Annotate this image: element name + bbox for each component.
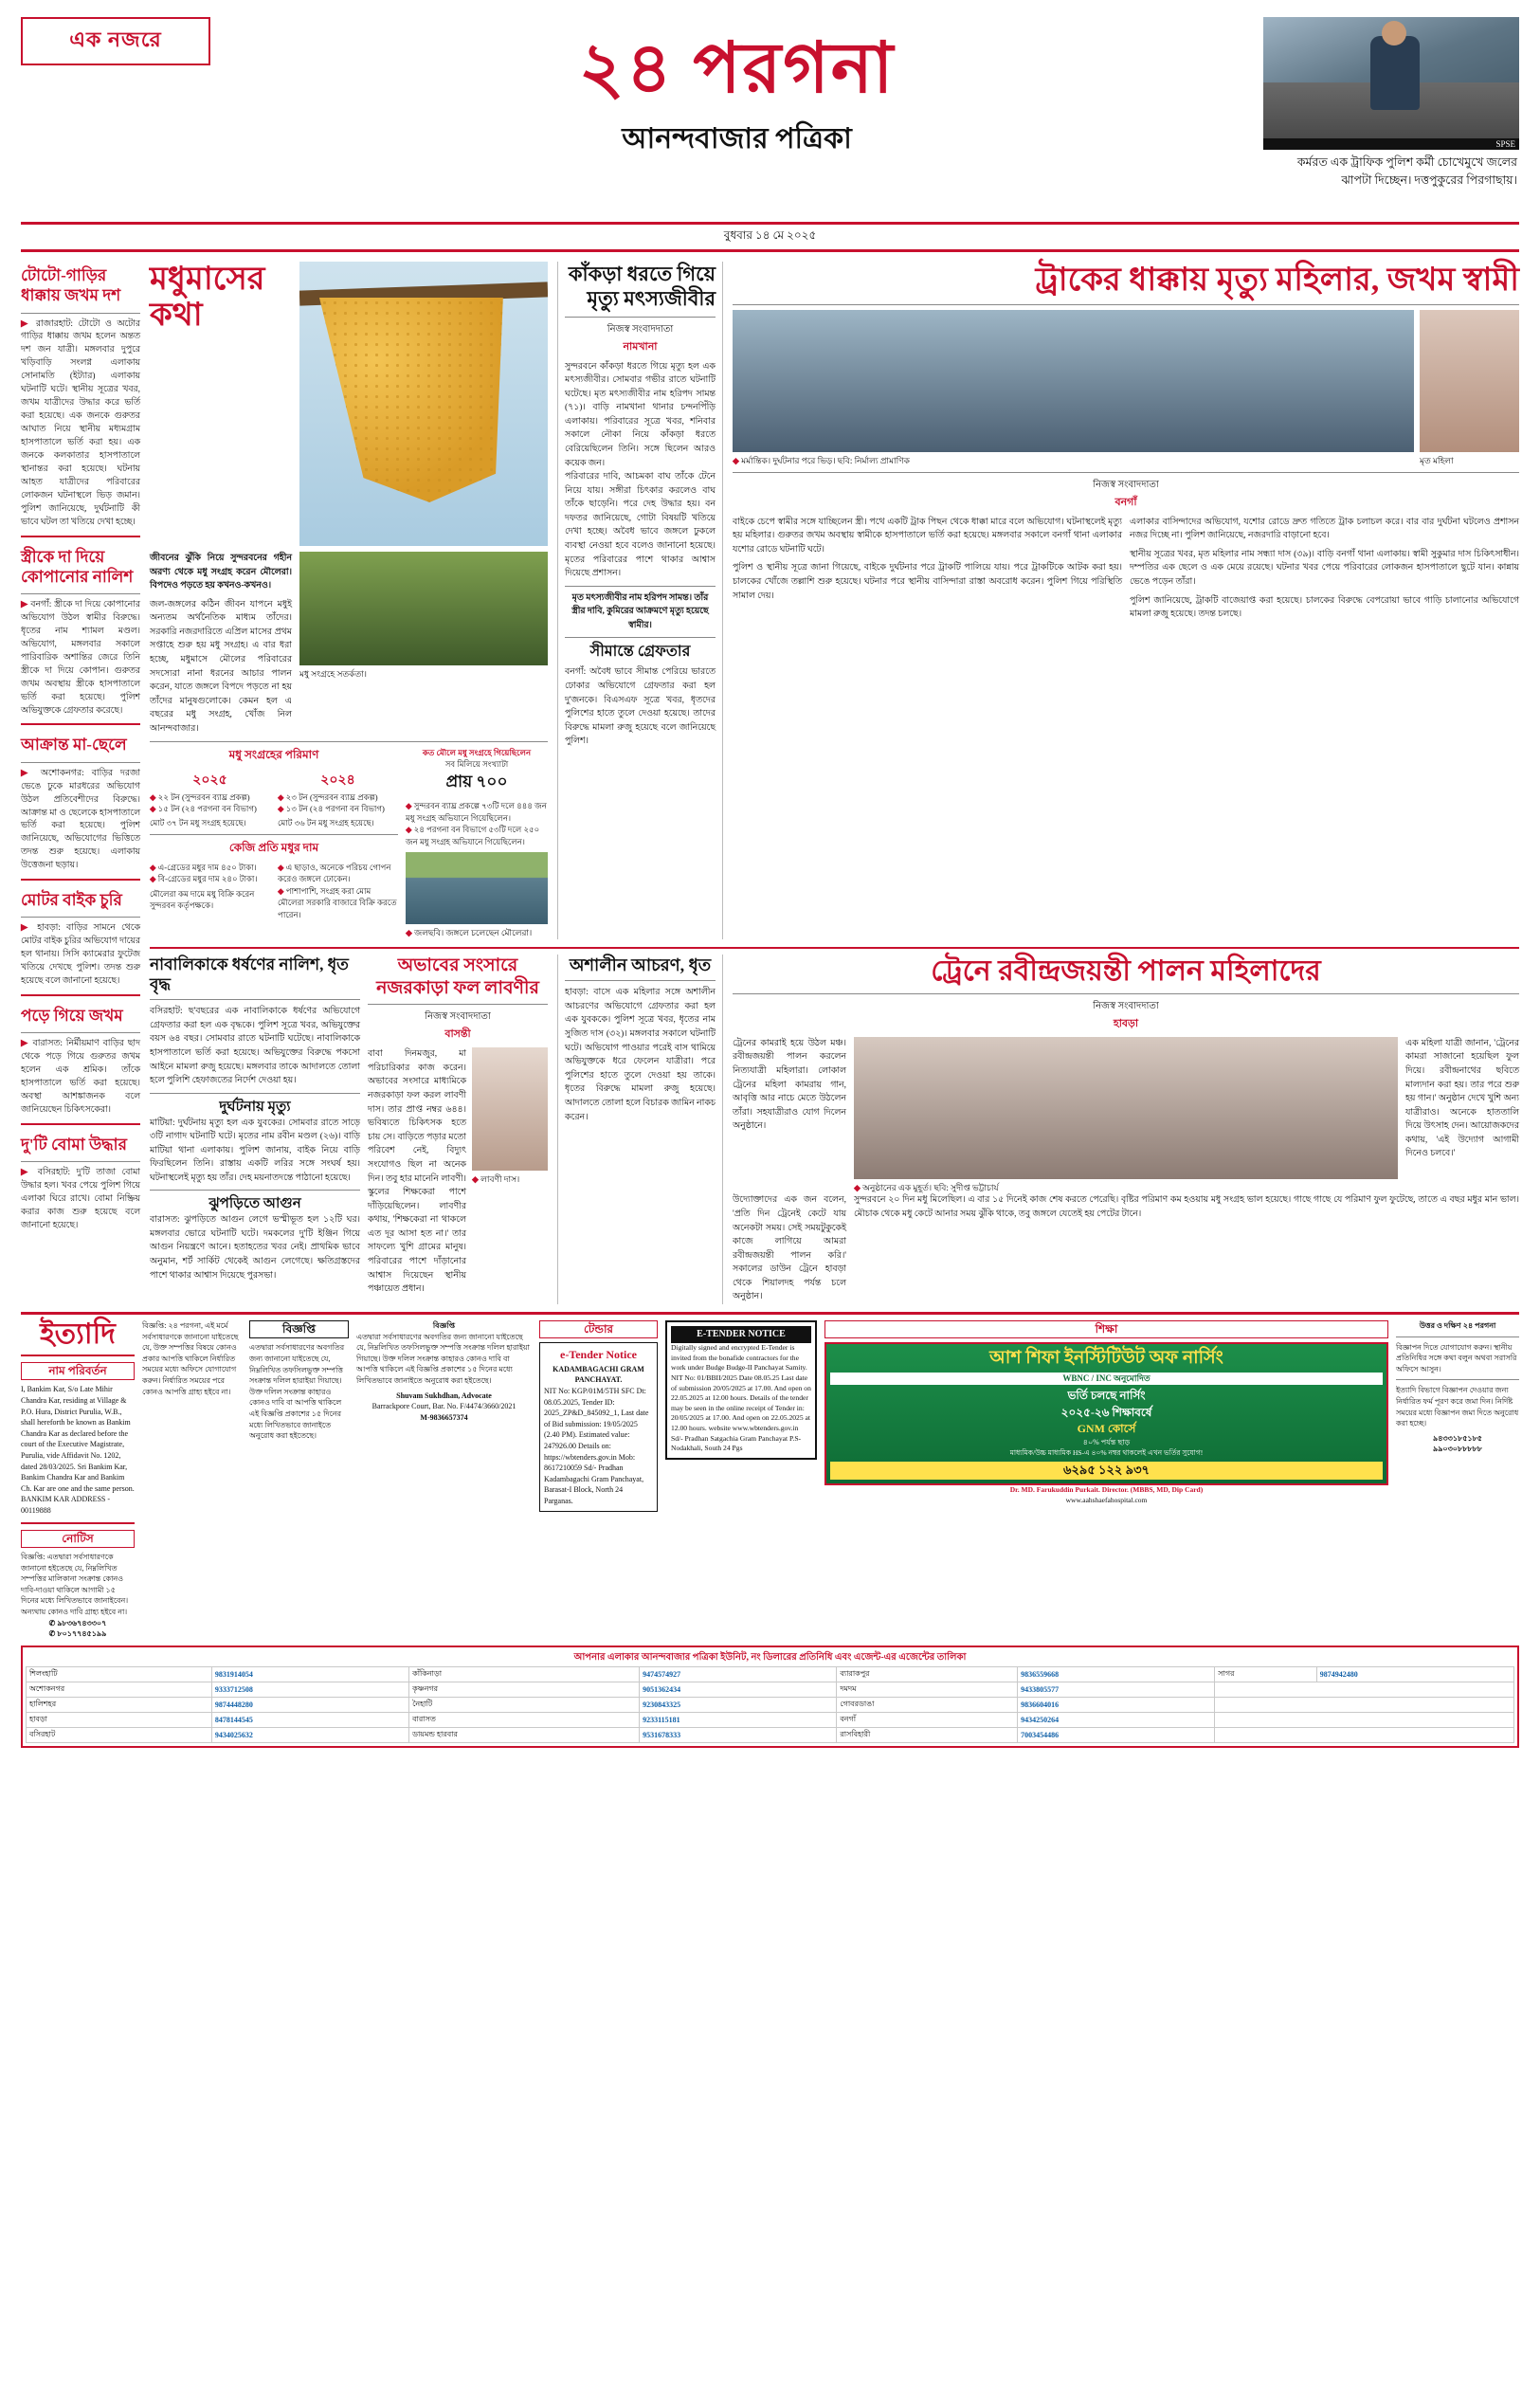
honey-note-sub: সব মিলিয়ে সংখ্যাটা xyxy=(444,758,509,769)
right-ad-sub: ইত্যাদি বিভাগে বিজ্ঞাপন দেওয়ার জন্য নির্ধারিত ফর্ম পূরণ করে জমা দিন। নির্দিষ্ট সময়ের মধ্যে বিজ্ঞাপন জমা দিতে অনুরোধ করা হচ্ছে। xyxy=(1396,1386,1519,1428)
stat-item: ১৩ টন (২৪ পরগনা বন বিভাগ) xyxy=(285,803,385,813)
lead-bullet: পাশাপাশি, সংগ্রহ করা মোম মৌলেরা সরকারি বাজারে বিক্রি করতে পারেন। xyxy=(278,885,397,919)
legal-notice-head: বিজ্ঞপ্তি xyxy=(432,1321,456,1331)
ad-nursing xyxy=(824,1320,1388,1640)
nursing-line2: ২০২৫-২৬ শিক্ষাবর্ষে xyxy=(1060,1405,1152,1419)
rail-title: স্ত্রীকে দা দিয়ে কোপানোর নালিশ xyxy=(21,547,134,586)
left-rail xyxy=(21,262,140,1304)
price-item: বি-গ্রেডের মধুর দাম ২৪০ টাকা। xyxy=(157,874,258,884)
masthead-left xyxy=(21,17,210,65)
paper-subtitle: আনন্দবাজার পত্রিকা xyxy=(622,123,852,155)
slum-fire-headline: ঝুপড়িতে আগুন xyxy=(208,1196,301,1212)
ad-legal-notice xyxy=(356,1320,532,1640)
area-name: ডায়মন্ড হারবার xyxy=(409,1727,640,1742)
honeycomb-photo xyxy=(299,262,548,546)
price-item: মৌলেরা কম দামে মধু বিক্রি করেন সুন্দরবন কর্তৃপক্ষকে। xyxy=(150,888,255,911)
phone-table xyxy=(26,1666,1514,1743)
mid-region xyxy=(150,955,1519,1304)
crab-story xyxy=(557,262,723,939)
misbehaviour-headline: অশালীন আচরণ, ধৃত xyxy=(569,955,712,974)
honey-note-big: প্রায় ৭০০ xyxy=(445,773,508,791)
border-arrest-headline: সীমান্তে গ্রেফতার xyxy=(589,644,691,661)
train-body-2: উদ্যোক্তাদের এক জন বলেন, 'প্রতি দিন ট্রেনেই কেটে যায় অনেকটা সময়। সেই সময়টুকুকেই কাজে লাগিয়ে আমরা রবীন্দ্রজয়ন্তী পালন করি।' সকালের ডাউন ট্রেনে হাবড়া থেকে শিয়ালদহ পর্যন্ত চলে অনুষ্ঠান। xyxy=(733,1195,846,1302)
paper-title: ২৪ পরগনা xyxy=(578,30,896,108)
area-name: নৈহাটি xyxy=(409,1697,640,1712)
crab-headline: কাঁকড়া ধরতে গিয়ে মৃত্যু মৎস্যজীবীর xyxy=(568,263,716,311)
rail-item xyxy=(21,1131,140,1233)
train-byline: নিজস্ব সংবাদদাতা xyxy=(1093,1000,1159,1011)
content-grid xyxy=(21,262,1519,1304)
rape-headline: নাবালিকাকে ধর্ষণের নালিশ, ধৃত বৃদ্ধ xyxy=(150,955,349,994)
phone-number[interactable]: 9233115181 xyxy=(640,1712,837,1727)
rail-title: দু'টি বোমা উদ্ধার xyxy=(21,1136,127,1154)
phone-number[interactable]: 9531678333 xyxy=(640,1727,837,1742)
tender-title: e-Tender Notice xyxy=(560,1348,637,1362)
phone-number[interactable]: 9474574927 xyxy=(640,1666,837,1682)
lead-photo-caption-2: মধু সংগ্রহে সতর্কতা। xyxy=(299,669,368,679)
phone-number[interactable]: 9874942480 xyxy=(1316,1666,1513,1682)
area-name: গোবরডাঙা xyxy=(837,1697,1018,1712)
phone-number[interactable]: 9836604016 xyxy=(1018,1697,1215,1712)
phone-number[interactable]: 9051362434 xyxy=(640,1682,837,1697)
price-item: এ-গ্রেডের মধুর দাম ৪৫০ টাকা। xyxy=(157,862,257,872)
area-name: হালিশহর xyxy=(27,1697,212,1712)
masthead-right xyxy=(1263,17,1519,190)
classified-section xyxy=(21,1312,1519,1640)
area-name: শিলংহাটি xyxy=(27,1666,212,1682)
area-name: দমদম xyxy=(837,1682,1018,1697)
honey-collector-photo xyxy=(299,552,548,665)
area-name: কাঁকিনাড়া xyxy=(409,1666,640,1682)
rail-body: ▶ বনগাঁ: স্ত্রীকে দা দিয়ে কোপানোর অভিযোগ উঠল স্বামীর বিরুদ্ধে। ধৃতের নাম শ্যামল মণ্ডল। অভিযোগ, মঙ্গলবার সকালে পারিবারিক অশান্তির জেরে তিনি স্ত্রীকে দা দিয়ে কোপান। গুরুতর জখম অবস্থায় স্ত্রীকে হাসপাতালে ভর্তি করা হয়েছে। পুলিশ অভিযুক্তকে গ্রেফতার করেছে। xyxy=(21,600,140,716)
labani-story xyxy=(368,955,548,1304)
stat-year-2024: ২০২৪ xyxy=(320,773,355,788)
honey-note-title: কত মৌলে মধু সংগ্রহে গিয়েছিলেন xyxy=(422,747,532,757)
rail-body-text: বসিরহাট: দু'টি তাজা বোমা উদ্ধার হল। খবর পেয়ে পুলিশ গিয়ে এলাকা ঘিরে রাখে। বোমা নিষ্ক্রিয় করার কাজ শুরু হয়েছে বলে জানানো হয়েছে। xyxy=(21,1168,141,1230)
siksha-head: শিক্ষা xyxy=(824,1320,1388,1338)
phone-number[interactable]: 9874448280 xyxy=(211,1697,408,1712)
labani-photo xyxy=(472,1047,548,1171)
notice-phone-2[interactable]: ✆ ৮০১৭৭৪৫১৯৯ xyxy=(48,1629,107,1639)
masthead-photo-caption: কর্মরত এক ট্রাফিক পুলিশ কর্মী চোখেমুখে জলের ঝাপটা দিচ্ছেন। দত্তপুকুরের পিরগাছায়। xyxy=(1296,155,1517,187)
tender-sub: KADAMBAGACHI GRAM PANCHAYAT. xyxy=(553,1364,644,1385)
labani-headline: অভাবের সংসারে নজরকাড়া ফল লাবণীর xyxy=(376,955,539,998)
truck-dateline: বনগাঁ xyxy=(1114,496,1137,508)
area-name: অশোকনগর xyxy=(27,1682,212,1697)
phone-number[interactable]: 9831914054 xyxy=(211,1666,408,1682)
crab-byline: নিজস্ব সংবাদদাতা xyxy=(607,323,674,335)
phone-number[interactable]: 7003454486 xyxy=(1018,1727,1215,1742)
lead-side-column: কত মৌলে মধু সংগ্রহে গিয়েছিলেন সব মিলিয়ে সংখ্যাটা প্রায় ৭০০ ◆ সুন্দরবন ব্যাঘ্র প্রকল্পে ৭৩টি দলে ৪৪৪ জন মধু সংগ্রহ অভিযানে গিয়েছিলেন। ◆ ২৪ পরগনা বন বিভাগে ৫৩টি দলে ২৫০ জন মধু সংগ্রহ অভিযানে গিয়েছিলেন। ◆ জলছবি। জঙ্গলে চলেছেন মৌলেরা। xyxy=(406,747,547,938)
ad-etender xyxy=(665,1320,817,1640)
lead-intro: জীবনের ঝুঁকি নিয়ে সুন্দরবনের গহীন অরণ্য থেকে মধু সংগ্রহ করেন মৌলেরা। বিপদেও পড়তে হয় কখনও-কখনও। xyxy=(150,554,292,591)
rail-body: ▶ রাজারহাট: টোটো ও অটোর গাড়ির ধাক্কায় জখম হলেন অন্তত দশ জন যাত্রী। মঙ্গলবার দুপুরে খড়িবাড়ি সংলগ্ন এলাকায় সোনামতি (ইট্যার) এলাকায় ঘটনাটি ঘটে। স্থানীয় সূত্রের খবর, জখম যাত্রীদের উদ্ধার করে ভর্তি করা হয়েছে। এক জনকে গুরুতর আঘাত নিয়ে স্থানীয় মধ্যমগ্রাম হাসপাতালে ভর্তি করা হয়। এক জনকে কলকাতার হাসপাতালে স্থানান্তর করা হয়েছে। ঘটনায় আহত যাত্রীদের পরিবারের লোকজন ঘটনাস্থলে ভিড় জমান। পুলিশ জানিয়েছে, দুর্ঘটনাটি কী ভাবে ঘটল তা খতিয়ে দেখা হচ্ছে। xyxy=(21,318,140,527)
boat-photo xyxy=(406,852,548,924)
stats-title: মধু সংগ্রহের পরিমাণ xyxy=(228,747,319,761)
phone-number[interactable]: 8478144545 xyxy=(211,1712,408,1727)
misbehaviour-story xyxy=(557,955,723,1304)
ityadi-title: ইত্যাদি xyxy=(40,1318,116,1351)
labani-byline: নিজস্ব সংবাদদাতা xyxy=(425,1011,491,1023)
rail-item xyxy=(21,543,140,718)
truck-byline: নিজস্ব সংবাদদাতা xyxy=(1093,479,1159,490)
stats-2025: ২০২৫ ◆ ২২ টন (সুন্দরবন ব্যাঘ্র প্রকল্প) ◆ ১৫ টন (২৪ পরগনা বন বিভাগ) মোট ৩৭ টন মধু সংগ্রহ হয়েছে। xyxy=(150,769,270,829)
table-row xyxy=(27,1697,1514,1712)
ad-col-2 xyxy=(142,1320,242,1640)
masthead-center xyxy=(220,17,1254,164)
nursing-director: Dr. MD. Farukuddin Purkait. Director. (MBBS, MD, Dip Card) xyxy=(1009,1484,1204,1494)
area-name: সাগর xyxy=(1215,1666,1316,1682)
right-ad-body: বিজ্ঞাপন দিতে যোগাযোগ করুন। স্থানীয় প্রতিনিধির সঙ্গে কথা বলুন অথবা সরাসরি অফিসে আসুন। xyxy=(1396,1342,1517,1373)
bigyapti-head: বিজ্ঞপ্তি xyxy=(249,1320,349,1338)
top-region xyxy=(150,262,1519,939)
area-name: বসিরহাট xyxy=(27,1727,212,1742)
rail-body-text: বনগাঁ: স্ত্রীকে দা দিয়ে কোপানোর অভিযোগ উঠল স্বামীর বিরুদ্ধে। ধৃতের নাম শ্যামল মণ্ডল। অভিযোগ, মঙ্গলবার সকালে পারিবারিক অশান্তির জেরে তিনি স্ত্রীকে দা দিয়ে কোপান। গুরুতর জখম অবস্থায় স্ত্রীকে হাসপাতালে ভর্তি করা হয়েছে। পুলিশ অভিযুক্তকে গ্রেফতার করেছে। xyxy=(21,600,140,716)
nursing-line1: ভর্তি চলছে নার্সিং xyxy=(1067,1389,1146,1403)
train-headline: ট্রেনে রবীন্দ্রজয়ন্তী পালন মহিলাদের xyxy=(931,955,1321,987)
lead-bullets-extra: ◆ এ ছাড়াও, অনেকে পরিচয় গোপন করেও জঙ্গলে ঢোকেন। ◆ পাশাপাশি, সংগ্রহ করা মোম মৌলেরা সরকারি বাজারে বিক্রি করতে পারেন। xyxy=(278,862,397,919)
notice-phone-1[interactable]: ✆ ৯৮৩৬৭৪৩৩০৭ xyxy=(48,1618,107,1627)
tender-body: NIT No: KGP/01M/5TH SFC Dt: 08.05.2025, Tender ID: 2025_ZP&D_845092_1, Last date of Bid submission: 19/05/2025 (2.40 PM). Estimated value: 247926.00 Details on: https://wbtenders.gov.in Mob: 8617210059 Sd/- Pradhan Kadambagachi Gram Panchayat, Barasat-I Block, North 24 Parganas. xyxy=(544,1387,649,1505)
nutshell-heading: এক নজরে xyxy=(21,17,210,65)
labani-body: বাবা দিনমজুর, মা পরিচারিকার কাজ করেন। অভাবের সংসারে মাধ্যমিকে নজরকাড়া ফল করল লাবণী দাস। তার প্রাপ্ত নম্বর ৬৪৪। ভবিষ্যতে চিকিৎসক হতে চায় সে। বাড়িতে পড়ার মতো পরিবেশ নেই, বিদ্যুৎ সংযোগও ছিল না অনেক দিন। তবু হার মানেনি লাবণী। স্কুলের শিক্ষকেরা পাশে দাঁড়িয়েছিলেন। লাবণীর কথায়, 'শিক্ষকেরা না থাকলে এত দূর আসা হত না।' তার সাফল্যে খুশি গ্রামের মানুষ। পরিবারের পাশে দাঁড়ানোর আশ্বাস দিয়েছেন স্থানীয় পঞ্চায়েত প্রধান। xyxy=(368,1049,466,1295)
truck-photo-caption: ◆ মর্মান্তিক। দুর্ঘটনার পরে ভিড়। ছবি: নির্মাল্য প্রামাণিক xyxy=(733,456,910,466)
truck-inset-caption: মৃত মহিলা xyxy=(1420,456,1454,466)
area-name: বনগাঁ xyxy=(837,1712,1018,1727)
truck-body-col1: বাইকে চেপে স্বামীর সঙ্গে যাচ্ছিলেন স্ত্রী। পথে একটি ট্রাক পিছন থেকে ধাক্কা মারে বলে অভিযোগ। ঘটনাস্থলেই মৃত্যু হয় মহিলার। গুরুতর জখম অবস্থায় স্বামীকে হাসপাতালে ভর্তি করা হয়েছে। মঙ্গলবার সকালে বনগাঁ থানা এলাকার যশোর রোডে ঘটনাটি ঘটে। পুলিশ ও স্থানীয় সূত্রে জানা গিয়েছে, বাইকে দুর্ঘটনার পরে ট্রাকটি পালিয়ে যায়। পরে ট্রাকটিকে আটক করা হয়। চালকের খোঁজে তল্লাশি শুরু হয়েছে। ঘটনার পরে স্থানীয় বাসিন্দারা রাস্তা অবরোধ করেন। পুলিশ গিয়ে পরিস্থিতি সামাল দেয়। xyxy=(733,517,1122,601)
nursing-side-note: মাধ্যমিক/উচ্চ মাধ্যমিক HS-এ ৪০% নম্বর থাকলেই এখন ভর্তির সুযোগ! xyxy=(1009,1448,1204,1458)
date-bar: বুধবার ১৪ মে ২০২৫ xyxy=(21,222,1519,252)
nursing-course: GNM কোর্সে xyxy=(1077,1422,1136,1436)
victim-portrait xyxy=(1420,310,1519,452)
etender-head: E-TENDER NOTICE xyxy=(671,1326,811,1343)
labani-photo-caption: ◆ লাবণী দাস। xyxy=(472,1174,520,1185)
slum-fire-body: বারাসত: ঝুপড়িতে আগুন লেগে ভস্মীভূত হল ১২টি ঘর। মঙ্গলবার ভোরে ঘটনাটি ঘটে। দমকলের দু'টি ইঞ্জিন গিয়ে আগুন নিয়ন্ত্রণে আনে। হতাহতের খবর নেই। প্রাথমিক ভাবে অনুমান, শর্ট সার্কিট থেকেই আগুন লেগেছে। ক্ষতিগ্রস্তদের পাশে থাকার আশ্বাস দিয়েছে পুরসভা। xyxy=(150,1215,360,1281)
rail-body: ▶ হাবড়া: বাড়ির সামনে থেকে মোটর বাইক চুরির অভিযোগ দায়ের হল থানায়। সিসি ক্যামেরার ফুটেজ খতিয়ে দেখছে পুলিশ। তদন্ত শুরু হয়েছে বলে জানানো হয়েছে। xyxy=(21,923,141,987)
stat-item: মোট ৩৭ টন মধু সংগ্রহ হয়েছে। xyxy=(150,818,246,828)
rail-body: ▶ বারাসত: নির্মীয়মাণ বাড়ির ছাদ থেকে পড়ে গিয়ে গুরুতর জখম হলেন এক শ্রমিক। তাঁকে হাসপাতালে ভর্তি করা হয়েছে। অবস্থা আশঙ্কাজনক বলে জানিয়েছেন চিকিৎসকেরা। xyxy=(21,1039,140,1116)
ad-tender xyxy=(539,1320,658,1640)
crab-body-1: সুন্দরবনে কাঁকড়া ধরতে গিয়ে মৃত্যু হল এক মৎস্যজীবীর। সোমবার গভীর রাতে ঘটনাটি ঘটেছে। মৃত মৎস্যজীবীর নাম হরিপদ সামন্ত (৭১)। বাড়ি নামখানা থানার চন্দনপিঁড়ি এলাকায়। পরিবারের সূত্রে খবর, শনিবার সকালে নৌকা নিয়ে কাঁকড়া ধরতে বেরিয়েছিলেন তিনি। সঙ্গে ছিলেন আরও কয়েক জন। xyxy=(565,361,716,468)
table-row xyxy=(27,1727,1514,1742)
right-ad-phone-1[interactable]: ৯৪৩৩১৮৫১৮৫ xyxy=(1433,1433,1482,1443)
accident-death-body: মাটিয়া: দুর্ঘটনায় মৃত্যু হল এক যুবকের। সোমবার রাতে সাড়ে ৩টি নাগাদ ঘটনাটি ঘটে। মৃতের নাম রবীন মণ্ডল (২৬)। বাড়ি মাটিয়া থানা এলাকায়। পুলিশ জানায়, বাইক নিয়ে বাড়ি ফিরছিলেন তিনি। রাস্তায় একটি লরির সঙ্গে সংঘর্ষ হয়। ঘটনাস্থলেই মৃত্যু হয় তাঁর। দেহ ময়নাতদন্তে পাঠানো হয়েছে। xyxy=(150,1118,360,1183)
border-arrest-body: বনগাঁ: অবৈধ ভাবে সীমান্ত পেরিয়ে ভারতে ঢোকার অভিযোগে গ্রেফতার করা হল দু'জনকে। বিএসএফ সূত্রে খবর, ধৃতদের পুলিশের হাতে তুলে দেওয়া হয়েছে। তাদের বিরুদ্ধে মামলা রুজু হয়েছে বলে জানিয়েছে পুলিশ। xyxy=(565,667,716,747)
phone-number[interactable]: 9433805577 xyxy=(1018,1682,1215,1697)
train-quote: সুন্দরবনে ২০ দিন মধু মিলেছিল। এ বার ১৫ দিনেই কাজ শেষ করতে পেরেছি। বৃষ্টির পরিমাণ কম হওয়ায় মধু সংগ্রহ ভাল হয়েছে। গাছে গাছে যে পরিমাণ ফুল ফুটেছে, তাতে এ বছর মধুর মান ভাল। মৌচাক থেকে মধু কেটে আনার সময় ঝুঁকি থাকে, তবু জঙ্গলে যেতেই হয় পেটের টানে। xyxy=(854,1195,1519,1219)
agent-phone-directory xyxy=(21,1646,1519,1748)
accident-photo xyxy=(733,310,1414,452)
train-body-3: এক মহিলা যাত্রী জানান, 'ট্রেনের কামরা সাজানো হয়েছিল ফুল দিয়ে। রবীন্দ্রনাথের ছবিতে মাল্যদান করা হয়। তার পরে শুরু হয় গান।' অনুষ্ঠান দেখে খুশি অন্য যাত্রীরাও। অনেকে হাততালি দিয়ে উৎসাহ দেন। আয়োজকদের কথায়, 'এই উদ্যোগ আগামী দিনেও চলবে।' xyxy=(1405,1038,1519,1159)
lead-body: জল-জঙ্গলের কঠিন জীবন যাপনে মধুই অন্যতম অর্থনৈতিক মাধ্যম তাঁদের। সরকারি নজরদারিতে এপ্রিল মাসের প্রথম সপ্তাহে শুরু হয় মধু সংগ্রহ। এ বার ধরা হচ্ছে, মধুমাসে মৌলের পরিবারের সদস্যেরা নানা ধরনের আচার পালন করেন, যাতে জঙ্গলে বিপদে পড়তে না হয় তাঁদের মানুষগুলোকে। কেমন হল এ বছরের মধু সংগ্রহ, খোঁজ নিল আনন্দবাজার। xyxy=(150,599,292,734)
area-name: হাবড়া xyxy=(27,1712,212,1727)
nursing-title: আশ শিফা ইনস্টিটিউট অফ নার্সিং xyxy=(989,1348,1223,1369)
main-column xyxy=(150,262,1519,1304)
tender-head: টেন্ডার xyxy=(539,1320,658,1338)
ad-col2-body: বিজ্ঞপ্তি: ২৪ পরগনা, এই মর্মে সর্বসাধারণকে জানানো যাইতেছে যে, উক্ত সম্পত্তির বিষয়ে কোনও প্রকার আপত্তি থাকিলে নির্ধারিত সময়ের মধ্যে অফিসে যোগাযোগ করুন। নির্ধারিত সময়ের পরে কোনও আপত্তি গ্রাহ্য হইবে না। xyxy=(142,1321,239,1396)
rape-body: বসিরহাট: ছ'বছরের এক নাবালিকাকে ধর্ষণের অভিযোগে গ্রেফতার করা হল এক বৃদ্ধকে। পুলিশ সূত্রে খবর, অভিযুক্তের বয়স ৬৪ বছর। সোমবার রাতে ঘটনাটি ঘটেছে। নাবালিকাকে হাসপাতালে ভর্তি করা হয়েছে। অভিযুক্তের বিরুদ্ধে পকসো আইনে মামলা রুজু হয়েছে। মঙ্গলবার তাকে আদালতে তোলা হলে পুলিশি হেফাজতের নির্দেশ দেওয়া হয়। xyxy=(150,1007,360,1086)
rail-body-text: বারাসত: নির্মীয়মাণ বাড়ির ছাদ থেকে পড়ে গিয়ে গুরুতর জখম হলেন এক শ্রমিক। তাঁকে হাসপাতালে ভর্তি করা হয়েছে। অবস্থা আশঙ্কাজনক বলে জানিয়েছেন চিকিৎসকেরা। xyxy=(21,1039,140,1116)
rail-item xyxy=(21,262,140,530)
truck-headline: ট্রাকের ধাক্কায় মৃত্যু মহিলার, জখম স্বামী xyxy=(1035,263,1519,298)
advocate-name: Shuvam Sukhdhan, Advocate xyxy=(396,1391,492,1400)
train-story xyxy=(733,955,1519,1304)
table-row xyxy=(27,1712,1514,1727)
etender-body: Digitally signed and encrypted E-Tender is invited from the bonafide contractors for the work under Budge Budge-II Panchayat Samity. NIT No: 01/BBII/2025 Date 08.05.25 Last date of submission 20/05/2025 at 17.00. And open on 22.05.2025 at 12.00 hours. Details of the tender may be seen in the online receipt of Tender in: 20/05/2025 at 17.00. And open on 22.05.2025 at 12.00 hours. website www.wbtenders.gov.in Sd/- Pradhan Satgachia Gram Panchayat P.S-Nodakhali, South 24 Pgs xyxy=(671,1343,811,1453)
nursing-website[interactable]: www.aahshaefahospital.com xyxy=(1065,1495,1148,1504)
lead-photo-caption-1: ◆ জলছবি। জঙ্গলে চলেছেন মৌলেরা। xyxy=(406,928,533,938)
phone-number[interactable]: 9434025632 xyxy=(211,1727,408,1742)
notice-body: বিজ্ঞপ্তি: এতদ্বারা সর্বসাধারণকে জানানো হইতেছে যে, নিম্নলিখিত সম্পত্তির মালিকানা সংক্রান্ত কোনও দাবি-দাওয়া থাকিলে আগামী ১৫ দিনের মধ্যে লিখিতভাবে জানাইবেন। অন্যথায় কোনও দাবি গ্রাহ্য হইবে না। xyxy=(21,1552,129,1616)
area-name: ব্যারাকপুর xyxy=(837,1666,1018,1682)
rail-item xyxy=(21,886,140,989)
phonebar-heading: আপনার এলাকার আনন্দবাজার পত্রিকা ইউনিট, নং ডিলারের প্রতিনিধি এবং এজেন্ট-এর এজেন্টের তালিকা xyxy=(573,1651,967,1663)
area-name: রাসবিহারী xyxy=(837,1727,1018,1742)
lead-headline-1: মধুমাসের xyxy=(150,262,265,297)
truck-story xyxy=(733,262,1519,939)
stat-item: ২৩ টন (সুন্দরবন ব্যাঘ্র প্রকল্প) xyxy=(285,791,378,802)
train-dateline: হাবড়া xyxy=(1113,1017,1139,1029)
rail-body-text: রাজারহাট: টোটো ও অটোর গাড়ির ধাক্কায় জখম হলেন অন্তত দশ জন যাত্রী। মঙ্গলবার দুপুরে খড়িবাড়ি সংলগ্ন এলাকায় সোনামতি (ইট্যার) এলাকায় ঘটনাটি ঘটে। স্থানীয় সূত্রের খবর, জখম যাত্রীদের উদ্ধার করে ভর্তি করা হয়েছে। এক জনকে গুরুতর আঘাত নিয়ে স্থানীয় মধ্যমগ্রাম হাসপাতালে ভর্তি করা হয়। এক জনকে কলকাতার হাসপাতালে স্থানান্তর করা হয়েছে। ঘটনায় আহত যাত্রীদের পরিবারের লোকজন ঘটনাস্থলে ভিড় জমান। পুলিশ জানিয়েছে, দুর্ঘটনাটি কী ভাবে ঘটল তা খতিয়ে দেখা হচ্ছে। xyxy=(21,318,140,527)
right-ad-phone-2[interactable]: ৯৯০৩০৮৮৮৮৮ xyxy=(1433,1445,1482,1454)
quote-region xyxy=(150,955,548,1304)
nursing-approval: WBNC / INC অনুমোদিত xyxy=(830,1373,1383,1385)
phone-number[interactable]: 9836559668 xyxy=(1018,1666,1215,1682)
nursing-badge: ৪০% পর্যন্ত ছাড় xyxy=(1082,1438,1131,1447)
lead-bullet: ২৪ পরগনা বন বিভাগে ৫৩টি দলে ২৫০ জন মধু সংগ্রহ অভিযানে গিয়েছিলেন। xyxy=(406,825,540,846)
lead-headline-2: কথা xyxy=(150,298,203,334)
area-name: বারাসত xyxy=(409,1712,640,1727)
rail-item xyxy=(21,1002,140,1118)
stat-item: ২২ টন (সুন্দরবন ব্যাঘ্র প্রকল্প) xyxy=(157,791,250,802)
rail-body: ▶ অশোকনগর: বাড়ির দরজা ভেঙে ঢুকে মারধরের অভিযোগ উঠল প্রতিবেশীদের বিরুদ্ধে। আক্রান্ত মা ও ছেলেকে হাসপাতালে ভর্তি করা হয়েছে। পুলিশ জানিয়েছে, অভিযোগের ভিত্তিতে তদন্ত শুরু হয়েছে। এলাকায় উত্তেজনা ছড়ায়। xyxy=(21,768,140,871)
notice-head: নোটিস xyxy=(21,1530,135,1548)
table-row xyxy=(27,1682,1514,1697)
name-change-body: I, Bankim Kar, S/o Late Mihir Chandra Kar, residing at Village & P.O. Hura, District Purulia, W.B., shall hereforth be known as Bankim Chandra Kar as declared before the court of the Executive Magistrate, Purulia, vide Affidavit No. 1202, dated 28/03/2025. Sri Bankim Kar, Bankim Chandra Kar and Bankim Ch. Kar are one and the same person. BANKIM KAR ADDRESS - 00119888 xyxy=(21,1385,135,1515)
advocate-phone[interactable]: M-9836657374 xyxy=(420,1412,468,1422)
misbehaviour-body: হাবড়া: বাসে এক মহিলার সঙ্গে অশালীন আচরণের অভিযোগে গ্রেফতার করা হল এক যুবককে। পুলিশ সূত্রে খবর, ধৃতের নাম সুজিত দাস (৩২)। মঙ্গলবার সকালে ঘটনাটি ঘটে। অভিযোগ পাওয়ার পরেই বাস থামিয়ে অভিযুক্তকে ধরে ফেলেন যাত্রীরা। পরে পুলিশের হাতে তুলে দেওয়া হয় তাকে। ধৃতের বিরুদ্ধে মামলা রুজু হয়েছে। আদালতে তোলা হলে বিচারক জামিন নাকচ করেন। xyxy=(565,988,716,1122)
ad-ityadi xyxy=(21,1320,135,1640)
rail-title: পড়ে গিয়ে জখম xyxy=(21,1007,123,1026)
ad-bigyapti xyxy=(249,1320,349,1640)
legal-notice-body: এতদ্বারা সর্বসাধারণের অবগতির জন্য জানানো যাইতেছে যে, নিম্নলিখিত তফসিলভুক্ত সম্পত্তি সংক্রান্ত দলিল হারাইয়া গিয়াছে। উক্ত দলিল সংক্রান্ত কাহারও কোনও দাবি বা আপত্তি থাকিলে এই বিজ্ঞপ্তি প্রকাশের ১৫ দিনের মধ্যে লিখিতভাবে জানাইতে অনুরোধ করা হইতেছে। xyxy=(356,1332,530,1386)
nursing-phone[interactable]: ৬২৯৫ ১২২ ৯৩৭ xyxy=(830,1462,1383,1480)
crab-highlight: মৃত মৎস্যজীবীর নাম হরিপদ সামন্ত। তাঁর স্ত্রীর দাবি, কুমিরের আক্রমণে মৃত্যু হয়েছে স্বামীর। xyxy=(571,592,709,630)
rail-body: ▶ বসিরহাট: দু'টি তাজা বোমা উদ্ধার হল। খবর পেয়ে পুলিশ গিয়ে এলাকা ঘিরে রাখে। বোমা নিষ্ক্রিয় করার কাজ শুরু হয়েছে বলে জানানো হয়েছে। xyxy=(21,1168,141,1230)
phone-number[interactable]: 9434250264 xyxy=(1018,1712,1215,1727)
lead-story xyxy=(150,262,548,939)
train-photo xyxy=(854,1037,1398,1179)
stat-year-2025: ২০২৫ xyxy=(192,773,227,788)
truck-body-col2: এলাকার বাসিন্দাদের অভিযোগ, যশোর রোডে দ্রুত গতিতে ট্রাক চলাচল করে। বার বার দুর্ঘটনা ঘটলেও প্রশাসন নজর দিচ্ছে না। পুলিশ জানিয়েছে, নজরদারি বাড়ানো হবে। স্থানীয় সূত্রের খবর, মৃত মহিলার নাম সন্ধ্যা দাস (৩৯)। বাড়ি বনগাঁ থানা এলাকায়। স্বামী সুকুমার দাস চিকিৎসাধীন। দম্পতির এক ছেলে ও এক মেয়ে রয়েছে। ঘটনার খবর পেয়ে পরিবারের লোকজন হাসপাতালে ছুটে যান। কান্নায় ভেঙে পড়েন তাঁরা। পুলিশ জানিয়েছে, ট্রাকটি বাজেয়াপ্ত করা হয়েছে। চালকের বিরুদ্ধে বেপরোয়া ভাবে গাড়ি চালানোর অভিযোগে মামলা রুজু হয়েছে। তদন্ত চলছে। xyxy=(1130,517,1519,620)
price-list: ◆ এ-গ্রেডের মধুর দাম ৪৫০ টাকা। ◆ বি-গ্রেডের মধুর দাম ২৪০ টাকা। মৌলেরা কম দামে মধু বিক্রি করেন সুন্দরবন কর্তৃপক্ষকে। xyxy=(150,862,270,920)
table-row xyxy=(27,1666,1514,1682)
rail-title: আক্রান্ত মা-ছেলে xyxy=(21,736,127,755)
stat-item: ১৫ টন (২৪ পরগনা বন বিভাগ) xyxy=(157,803,257,813)
rail-title: মোটর বাইক চুরি xyxy=(21,891,122,910)
crab-body-2: পরিবারের দাবি, আচমকা বাঘ তাঁকে টেনে নিয়ে যায়। সঙ্গীরা চিৎকার করলেও বাঘ তাঁকে ছাড়েনি। পরে দেহ উদ্ধার হয়। বন দফতর জানিয়েছে, গোটা বিষয়টি খতিয়ে দেখা হচ্ছে। অবৈধ ভাবে জঙ্গলে ঢুকলে ব্যবস্থা নেওয়া হবে বলেও জানানো হয়েছে। মৃতের পরিবারের পাশে থাকার আশ্বাস দিয়েছে প্রশাসন। xyxy=(565,472,716,579)
rail-item xyxy=(21,731,140,873)
phone-number[interactable]: 9230843325 xyxy=(640,1697,837,1712)
advocate-address: Barrackpore Court, Bar. No. F/4474/3660/2021 xyxy=(371,1402,516,1411)
lead-bullet: এ ছাড়াও, অনেকে পরিচয় গোপন করেও জঙ্গলে ঢোকেন। xyxy=(278,862,391,884)
ad-right xyxy=(1396,1320,1519,1640)
rail-body-text: অশোকনগর: বাড়ির দরজা ভেঙে ঢুকে মারধরের অভিযোগ উঠল প্রতিবেশীদের বিরুদ্ধে। আক্রান্ত মা ও ছেলেকে হাসপাতালে ভর্তি করা হয়েছে। পুলিশ জানিয়েছে, অভিযোগের ভিত্তিতে তদন্ত শুরু হয়েছে। এলাকায় উত্তেজনা ছড়ায়। xyxy=(21,768,140,871)
stats-2024: ২০২৪ ◆ ২৩ টন (সুন্দরবন ব্যাঘ্র প্রকল্প) ◆ ১৩ টন (২৪ পরগনা বন বিভাগ) মোট ৩৬ টন মধু সংগ্রহ হয়েছে। xyxy=(278,769,398,829)
masthead-photo xyxy=(1263,17,1519,138)
masthead xyxy=(21,17,1519,216)
rail-title: টোটো-গাড়ির ধাক্কায় জখম দশ xyxy=(21,266,121,305)
right-ad-head: উত্তর ও দক্ষিণ ২৪ পরগনা xyxy=(1419,1321,1496,1331)
nursing-ad[interactable] xyxy=(824,1342,1388,1484)
rail-body-text: হাবড়া: বাড়ির সামনে থেকে মোটর বাইক চুরির অভিযোগ দায়ের হল থানায়। সিসি ক্যামেরার ফুটেজ খতিয়ে দেখছে পুলিশ। তদন্ত শুরু হয়েছে বলে জানানো হয়েছে। xyxy=(21,923,141,987)
train-body-1: ট্রেনের কামরাই হয়ে উঠল মঞ্চ। রবীন্দ্রজয়ন্তী পালন করলেন নিত্যযাত্রী মহিলারা। লোকাল ট্রেনের মহিলা কামরায় গান, আবৃত্তি আর নাচে মেতে উঠলেন তাঁরা। সহযাত্রীরাও যোগ দিলেন অনুষ্ঠানে। xyxy=(733,1038,846,1132)
lead-bullet: সুন্দরবন ব্যাঘ্র প্রকল্পে ৭৩টি দলে ৪৪৪ জন মধু সংগ্রহ অভিযানে গিয়েছিলেন। xyxy=(406,801,547,823)
phone-number[interactable]: 9333712508 xyxy=(211,1682,408,1697)
price-title: কেজি প্রতি মধুর দাম xyxy=(228,840,319,854)
masthead-photo-credit: SPSE xyxy=(1263,138,1519,150)
crab-dateline: নামখানা xyxy=(623,340,658,353)
name-change-head: নাম পরিবর্তন xyxy=(21,1362,135,1380)
area-name: কৃষ্ণনগর xyxy=(409,1682,640,1697)
train-photo-caption: ◆ অনুষ্ঠানের এক মুহূর্ত। ছবি: সুদীপ্ত ভট্টাচার্য xyxy=(854,1182,999,1192)
accident-death-headline: দুর্ঘটনায় মৃত্যু xyxy=(219,1099,291,1115)
stat-item: মোট ৩৬ টন মধু সংগ্রহ হয়েছে। xyxy=(278,818,374,828)
bigyapti-body: এতদ্বারা সর্বসাধারণের অবগতির জন্য জানানো যাইতেছে যে, নিম্নলিখিত তফসিলভুক্ত সম্পত্তি সংক্রান্ত দলিল হারাইয়া গিয়াছে। উক্ত দলিল সংক্রান্ত কাহারও কোনও দাবি বা আপত্তি থাকিলে এই বিজ্ঞপ্তি প্রকাশের ১৫ দিনের মধ্যে লিখিতভাবে জানাইতে অনুরোধ করা হইতেছে। xyxy=(249,1343,345,1441)
labani-dateline: বাসন্তী xyxy=(444,1028,471,1041)
